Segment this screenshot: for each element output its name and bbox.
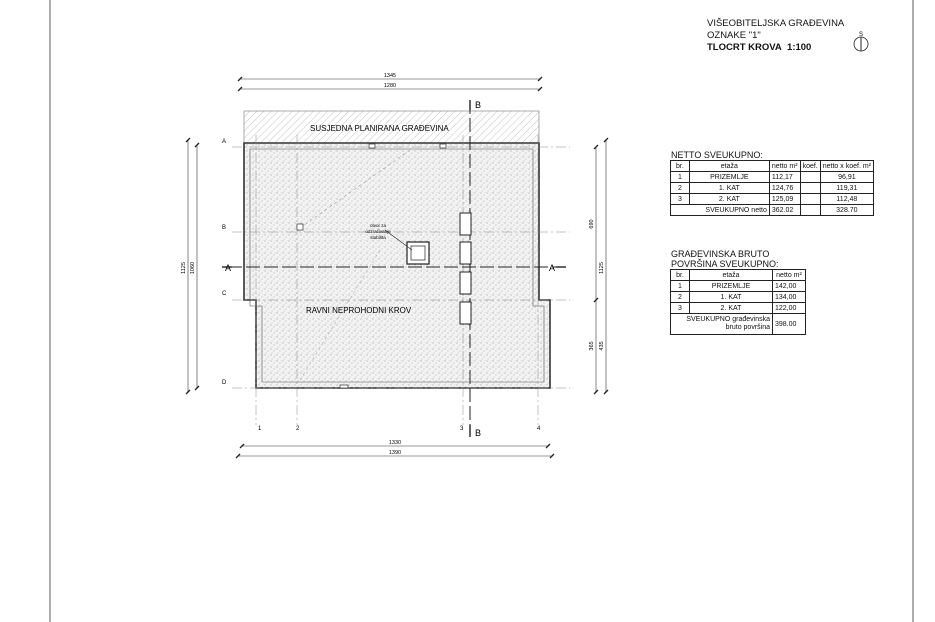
grid-row-label: B	[222, 225, 227, 231]
table-cell: 2	[671, 292, 690, 303]
grid-col-label: 3	[460, 426, 464, 432]
project-title: VIŠEOBITELJSKA GRAĐEVINA	[707, 18, 845, 29]
roof-slab	[244, 143, 550, 388]
drawing-scale: 1:100	[787, 42, 812, 53]
table-cell: 2	[671, 183, 690, 194]
bruto-title-line: GRAĐEVINSKA BRUTO	[671, 249, 770, 259]
header-cell: br.	[671, 270, 690, 281]
table-row	[671, 183, 874, 194]
dimension-label: 1280	[383, 83, 397, 89]
table-cell: 1	[671, 281, 690, 292]
total-koef: 328.70	[820, 205, 873, 216]
total-label-line: bruto površina	[725, 324, 770, 331]
table-row	[671, 303, 806, 314]
table-cell: 122,00	[773, 303, 806, 314]
total-label	[671, 314, 773, 335]
table-cell: 134,00	[773, 292, 806, 303]
netto-table-title: NETTO SVEUKUPNO:	[671, 150, 763, 160]
table-cell: 125,09	[769, 194, 800, 205]
header-cell: br.	[671, 161, 690, 172]
table-cell: 142,00	[773, 281, 806, 292]
table-cell: 3	[671, 194, 690, 205]
table-row	[671, 194, 874, 205]
grid-col-label: 4	[537, 426, 541, 432]
table-cell: 1	[671, 172, 690, 183]
header-cell: etaža	[689, 161, 769, 172]
table-cell: PRIZEMLJE	[690, 281, 773, 292]
total-label: SVEUKUPNO netto	[671, 205, 770, 216]
opening-label: stubišta	[370, 235, 386, 240]
section-a-label: A	[549, 263, 556, 273]
grid-col-label: 2	[296, 426, 300, 432]
table-row	[671, 281, 806, 292]
table-cell: 1. KAT	[689, 183, 769, 194]
grid-row-label: C	[222, 291, 227, 297]
table-cell	[800, 183, 820, 194]
table-cell: 2. KAT	[690, 303, 773, 314]
table-cell: 1. KAT	[690, 292, 773, 303]
total-koef-empty	[800, 205, 820, 216]
total-value: 398.00	[773, 314, 806, 335]
dimension-label: 1330	[388, 440, 402, 446]
total-netto: 362.02	[769, 205, 800, 216]
netto-table	[670, 160, 874, 216]
table-cell: 2. KAT	[689, 194, 769, 205]
table-cell: 96,91	[820, 172, 873, 183]
header-cell: netto m²	[769, 161, 800, 172]
header-cell: etaža	[690, 270, 773, 281]
table-cell: 112,48	[820, 194, 873, 205]
title-block	[707, 18, 844, 54]
neighbor-building-label: SUSJEDNA PLANIRANA GRAĐEVINA	[310, 124, 449, 133]
table-cell: 3	[671, 303, 690, 314]
table-total-row	[671, 314, 806, 335]
section-a-label: A	[225, 263, 232, 273]
grid-row-label: D	[222, 380, 227, 386]
dimension-label: 1125	[181, 262, 187, 274]
header-cell: koef.	[800, 161, 820, 172]
dimension-label: 1125	[599, 262, 605, 274]
table-cell	[800, 194, 820, 205]
project-marker: OZNAKE "1"	[707, 30, 761, 41]
table-header-row	[671, 161, 874, 172]
section-b-label: B	[475, 428, 482, 438]
north-label: S	[858, 32, 864, 38]
bruto-title-line: POVRŠINA SVEUKUPNO:	[671, 259, 779, 269]
dimension-label: 435	[599, 341, 605, 351]
table-row	[671, 292, 806, 303]
header-cell: netto m²	[773, 270, 806, 281]
table-cell: 124,76	[769, 183, 800, 194]
drawing-title	[707, 42, 844, 54]
dimension-label: 365	[589, 341, 595, 351]
dimension-label: 690	[589, 219, 595, 229]
table-cell	[800, 172, 820, 183]
dimension-label: 1390	[388, 450, 402, 456]
table-cell: 112,17	[769, 172, 800, 183]
roof-label: RAVNI NEPROHODNI KROV	[306, 306, 412, 315]
table-row	[671, 172, 874, 183]
section-b-label: B	[475, 100, 482, 110]
bruto-table-title	[671, 249, 779, 269]
opening-label: odzračivanje	[365, 229, 391, 234]
bruto-table	[670, 269, 806, 335]
total-label-line: SVEUKUPNO građevinska	[686, 316, 770, 323]
dimension-label: 1060	[190, 261, 196, 275]
dimension-label: 1345	[383, 73, 397, 79]
grid-row-label: A	[222, 139, 227, 145]
stair-vent-opening	[407, 242, 429, 264]
table-cell: 119,31	[820, 183, 873, 194]
table-total-row	[671, 205, 874, 216]
grid-col-label: 1	[258, 426, 262, 432]
header-cell: netto x koef. m²	[820, 161, 873, 172]
opening-label: otvor za	[369, 223, 387, 228]
table-cell: PRIZEMLJE	[689, 172, 769, 183]
drawing-name: TLOCRT KROVA	[707, 42, 782, 53]
table-header-row	[671, 270, 806, 281]
